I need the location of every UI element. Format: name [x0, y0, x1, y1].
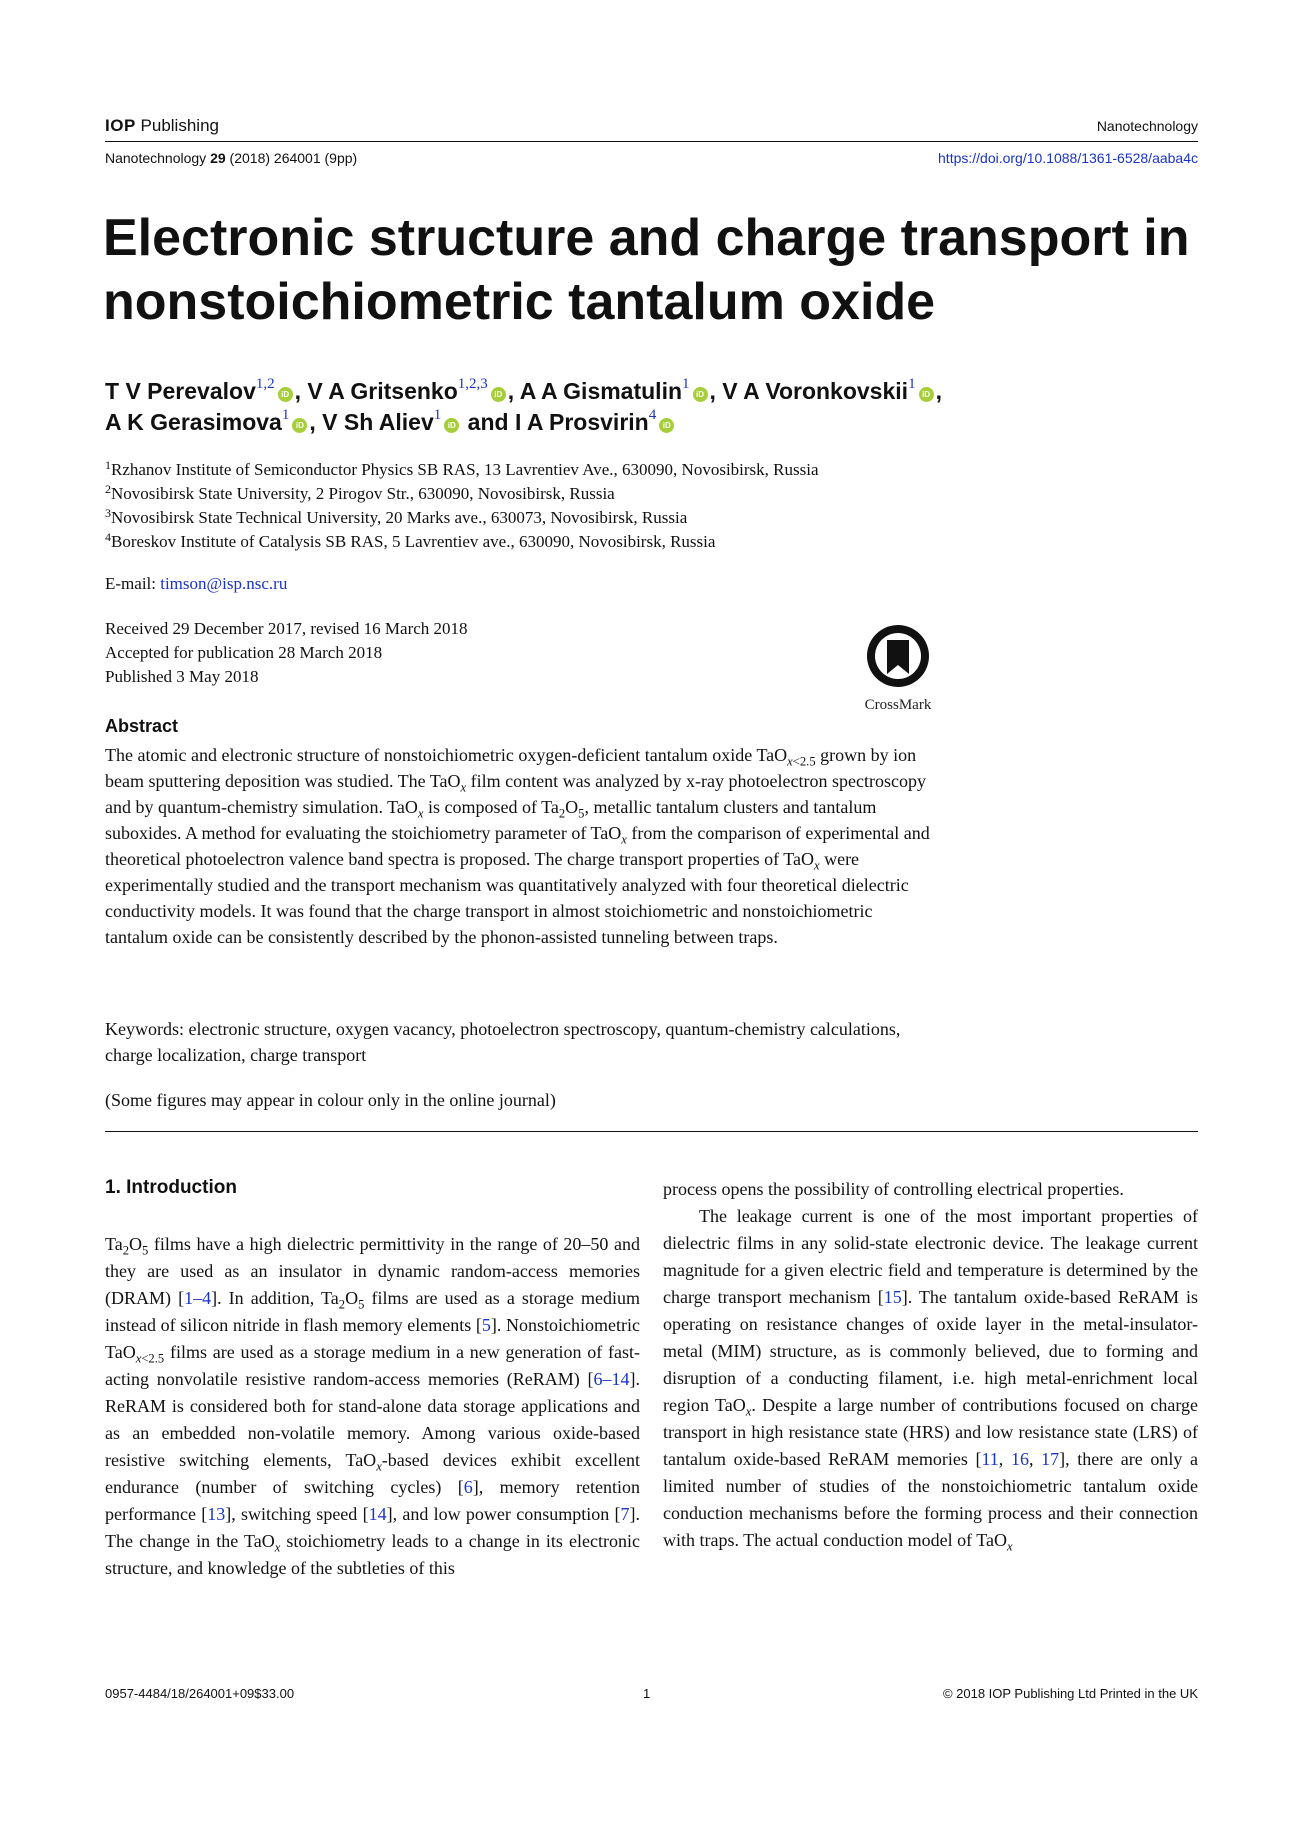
- published-date: Published 3 May 2018: [105, 667, 259, 686]
- orcid-icon[interactable]: iD: [292, 418, 307, 433]
- doi-link[interactable]: https://doi.org/10.1088/1361-6528/aaba4c: [938, 150, 1198, 166]
- orcid-icon[interactable]: iD: [278, 387, 293, 402]
- email-line: E-mail: timson@isp.nsc.ru: [105, 574, 288, 593]
- abstract-heading: Abstract: [105, 716, 179, 736]
- journal-name: Nanotechnology: [1096, 118, 1198, 134]
- colour-note: (Some figures may appear in colour only in the online journal): [105, 1090, 556, 1110]
- author-name: V A Gritsenko: [307, 378, 458, 404]
- crossmark-label: CrossMark: [864, 697, 932, 713]
- author-name: T V Perevalov: [105, 378, 256, 404]
- author-list: T V Perevalov$^{1,2}$iD , V A Gritsenko$^{1,2,3}$iD , A A Gismatulin$^1$iD , V A Voronkovskii$^1$iD , A K Gerasimova$^1$iD , V Sh Aliev$^1$iD and I A Prosvirin$^4$iD: [105, 376, 942, 435]
- orcid-icon[interactable]: iD: [491, 387, 506, 402]
- issn-price: 0957-4484/18/264001+09$33.00: [105, 1686, 295, 1701]
- orcid-icon[interactable]: iD: [693, 387, 708, 402]
- received-date: Received 29 December 2017, revised 16 March 2018: [105, 619, 468, 638]
- affiliation-marker[interactable]: 1: [281, 407, 290, 423]
- affiliation-marker[interactable]: 1: [908, 376, 916, 392]
- paragraph: The leakage current is one of the most important properties of dielectric films in any solid-state electronic device. The leakage current magnitude for a given electric field and temperature is determined by the charge transport mechanism [15]. The tantalum oxide-based ReRAM is operating on resistance changes of oxide layer in the metal-insulator-metal (MIM) structure, as is commonly believed, due to forming and disruption of a conducting filament, i.e. high metal-enrichment local region TaO$_x$. Despite a large number of contributions focused on charge transport in high resistance state (HRS) and low resistance state (LRS) of tantalum oxide-based ReRAM memories [11, 16, 17], there are only a limited number of studies of the nonstoichiometric tantalum oxide conduction mechanisms before the forming process and their connection with traps. The actual conduction model of TaO$_x$: [663, 1206, 1199, 1554]
- copyright: © 2018 IOP Publishing Ltd Printed in the UK: [942, 1686, 1198, 1701]
- author-name: V A Voronkovskii: [722, 378, 909, 404]
- affiliation-marker[interactable]: 1: [682, 376, 690, 392]
- accepted-date: Accepted for publication 28 March 2018: [105, 643, 383, 662]
- author-name: A A Gismatulin: [519, 378, 683, 404]
- author-and: and: [461, 409, 515, 435]
- author-name: V Sh Aliev: [322, 409, 434, 435]
- affiliation: $^1$Rzhanov Institute of Semiconductor Physics SB RAS, 13 Lavrentiev Ave., 630090, Novosibirsk, Russia: [105, 458, 819, 479]
- section-rule: [105, 1131, 1198, 1132]
- affiliation-marker[interactable]: 4: [648, 407, 657, 423]
- abstract-text: The atomic and electronic structure of nonstoichiometric oxygen-deficient tantalum oxide TaO$_{x<2.5}$ grown by ion beam sputtering deposition was studied. The TaO$_x$ film content was analyzed by x-ray photoelectron spectroscopy and by quantum-chemistry simulation. TaO$_x$ is composed of $Ta_2O_5$, metallic tantalum clusters and tantalum suboxides. A method for evaluating the stoichiometry parameter of TaO$_x$ from the comparison of experimental and theoretical photoelectron valence band spectra is proposed. The charge transport properties of TaO$_x$ were experimentally studied and the transport mechanism was quantitatively analyzed with four theoretical dielectric conductivity models. It was found that the charge transport in almost stoichiometric and nonstoichiometric tantalum oxide can be consistently described by the phonon-assisted tunneling between traps.: [105, 745, 930, 947]
- orcid-icon[interactable]: iD: [659, 418, 674, 433]
- orcid-icon[interactable]: iD: [444, 418, 459, 433]
- affiliation-marker[interactable]: 1,2,3: [457, 376, 488, 392]
- citation: Nanotechnology 29 (2018) 264001 (9pp): [105, 150, 358, 166]
- header-rule: [105, 141, 1198, 142]
- author-name: I A Prosvirin: [514, 409, 649, 435]
- crossmark-badge[interactable]: [856, 622, 940, 714]
- running-header: [105, 116, 1198, 140]
- paper-title: Electronic structure and charge transport in nonstoichiometric tantalum oxide: [103, 209, 1190, 331]
- affiliation-marker[interactable]: 1: [433, 407, 442, 423]
- page-number: 1: [643, 1686, 651, 1701]
- body-column-left: $Ta_2O_5$ films have a high dielectric permittivity in the range of 20–50 and they are used as an insulator in dynamic random-access memories (DRAM) [1–4]. In addition, $Ta_2O_5$ films are used as a storage medium instead of silicon nitride in flash memory elements [5]. Nonstoichiometric TaO$_{x<2.5}$ films are used as a storage medium in a new generation of fast-acting nonvolatile resistive random-access memories (ReRAM) [6–14]. ReRAM is considered both for stand-alone data storage applications and as an embedded non-volatile memory. Among various oxide-based resistive switching elements, TaO$_x$-based devices exhibit excellent endurance (number of switching cycles) [6], memory retention performance [13], switching speed [14], and low power consumption [7]. The change in the TaO$_x$ stoichiometry leads to a change in its electronic structure, and knowledge of the subtleties of this: [105, 1234, 641, 1578]
- author-name: A K Gerasimova: [105, 409, 282, 435]
- affiliation: $^3$Novosibirsk State Technical University, 20 Marks ave., 630073, Novosibirsk, Russia: [105, 506, 688, 527]
- paragraph: process opens the possibility of controlling electrical properties.: [663, 1179, 1124, 1199]
- publication-dates: [105, 617, 468, 689]
- section-heading: 1. Introduction: [105, 1177, 237, 1198]
- affiliation: $^2$Novosibirsk State University, 2 Pirogov Str., 630090, Novosibirsk, Russia: [105, 482, 615, 503]
- orcid-icon[interactable]: iD: [919, 387, 934, 402]
- keywords: Keywords: electronic structure, oxygen vacancy, photoelectron spectroscopy, quantum-chemistry calculations, charge localization, charge transport: [105, 1019, 901, 1065]
- body-column-right: [663, 1176, 1198, 1554]
- affiliation: $^4$Boreskov Institute of Catalysis SB RAS, 5 Lavrentiev ave., 630090, Novosibirsk, Russia: [105, 530, 716, 551]
- email-link[interactable]: timson@isp.nsc.ru: [160, 574, 288, 593]
- publisher-logo: IOP Publishing: [105, 116, 219, 135]
- affiliations: [105, 458, 819, 554]
- affiliation-marker[interactable]: 1,2: [255, 376, 275, 392]
- crossmark-icon: [864, 622, 932, 690]
